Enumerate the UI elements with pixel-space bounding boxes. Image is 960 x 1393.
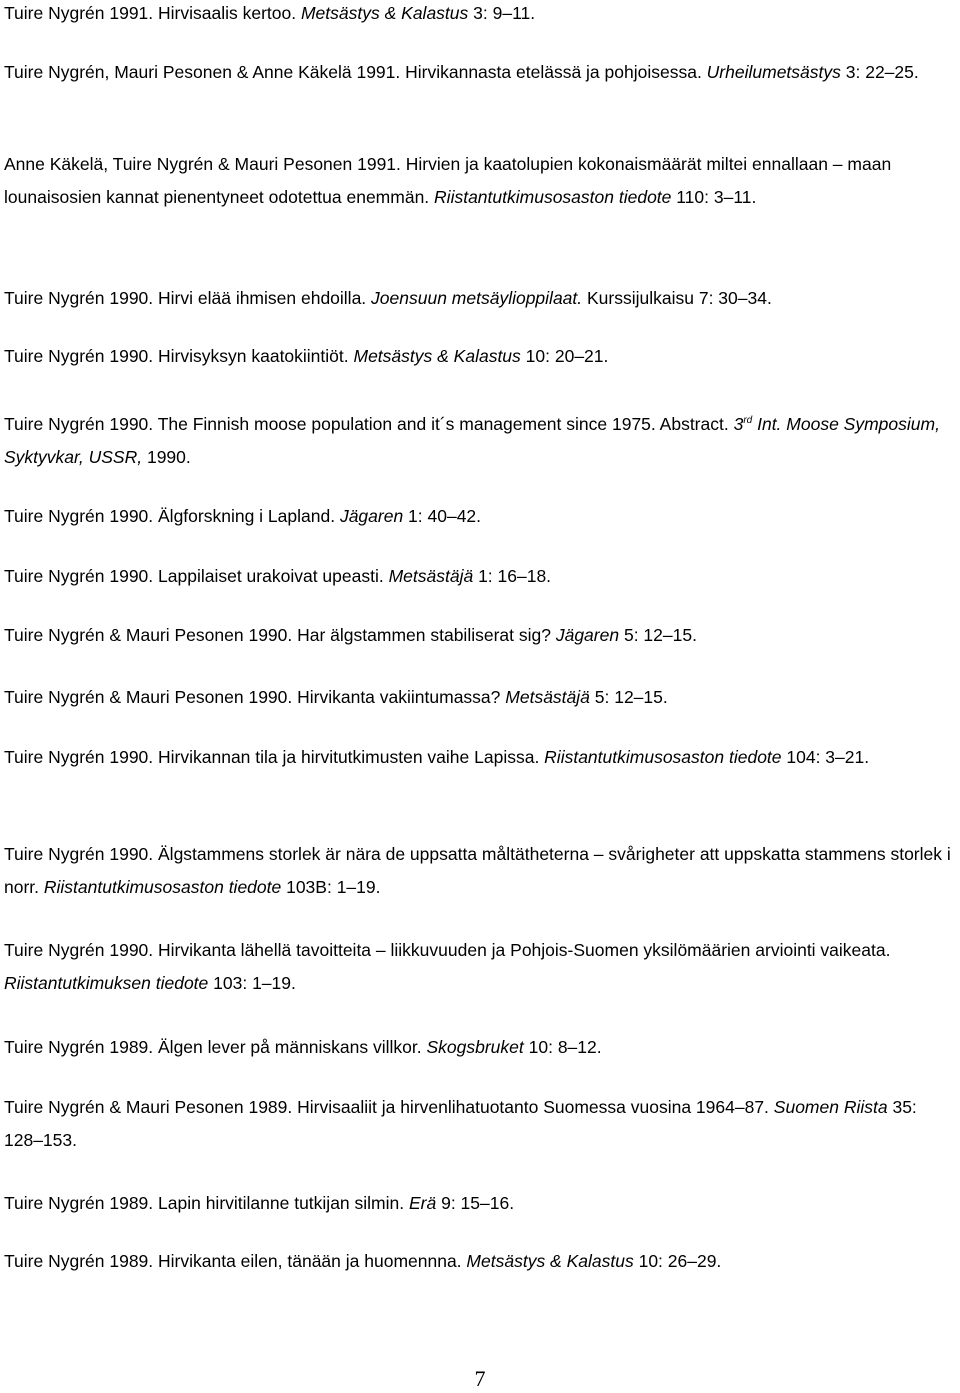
reference-text: Kurssijulkaisu 7: 30–34.	[582, 288, 772, 308]
reference-text: Tuire Nygrén 1989. Hirvikanta eilen, tänään ja huomennna.	[4, 1251, 467, 1271]
reference-text: 5: 12–15.	[619, 625, 697, 645]
reference-source: Riistantutkimusosaston tiedote	[544, 747, 782, 767]
reference-source: rd	[743, 415, 753, 427]
reference-entry	[4, 681, 954, 714]
reference-text: 1: 40–42.	[403, 506, 482, 526]
reference-entry	[4, 838, 954, 904]
reference-source: Metsästys & Kalastus	[466, 1251, 634, 1271]
reference-entry	[4, 148, 952, 214]
reference-entry	[4, 1031, 954, 1064]
reference-source: Metsästys & Kalastus	[353, 346, 521, 366]
reference-text: 10: 20–21.	[520, 346, 609, 366]
reference-text: Anne Käkelä, Tuire Nygrén & Mauri Pesonen 1991. Hirvien ja kaatolupien kokonaismäärät miltei ennallaan – maan lounaisosien kannat pienentyneet odotettua enemmän.	[4, 154, 897, 207]
reference-text: 5: 12–15.	[589, 687, 668, 707]
reference-entry	[4, 408, 949, 474]
reference-text: 3: 9–11.	[468, 3, 536, 23]
reference-text: 10: 8–12.	[523, 1037, 602, 1057]
reference-text: Tuire Nygrén 1990. Hirvi elää ihmisen ehdoilla.	[4, 288, 372, 308]
reference-entry	[4, 619, 954, 652]
reference-source: Metsästäjä	[505, 687, 590, 707]
reference-text: Tuire Nygrén 1990. Hirvikannan tila ja hirvitutkimusten vaihe Lapissa.	[4, 747, 545, 767]
reference-text: Tuire Nygrén 1990. Hirvisyksyn kaatokiintiöt.	[4, 346, 354, 366]
reference-text: 103B: 1–19.	[281, 877, 381, 897]
reference-text: Tuire Nygrén 1989. Lapin hirvitilanne tutkijan silmin.	[4, 1193, 409, 1213]
reference-text: Tuire Nygrén 1990. Älgstammens storlek är nära de uppsatta måltätheterna – svårigheter att uppskatta stammens storlek i norr.	[4, 844, 956, 897]
reference-entry	[4, 56, 954, 89]
reference-source: Joensuun metsäylioppilaat.	[371, 288, 583, 308]
reference-entry	[4, 500, 954, 533]
reference-entry	[4, 1091, 934, 1157]
reference-text: 35: 128–153.	[4, 1097, 922, 1150]
reference-text: Tuire Nygrén 1990. Hirvikanta lähellä tavoitteita – liikkuvuuden ja Pohjois-Suomen yksilömäärien arviointi vaikeata.	[4, 940, 896, 960]
reference-text: Tuire Nygrén & Mauri Pesonen 1990. Har älgstammen stabiliserat sig?	[4, 625, 556, 645]
reference-text: Tuire Nygrén & Mauri Pesonen 1990. Hirvikanta vakiintumassa?	[4, 687, 506, 707]
reference-text: 103: 1–19.	[208, 973, 296, 993]
reference-text: Tuire Nygrén & Mauri Pesonen 1989. Hirvisaaliit ja hirvenlihatuotanto Suomessa vuosina 1964–87.	[4, 1097, 774, 1117]
reference-entry	[4, 282, 954, 315]
reference-entry	[4, 0, 954, 30]
reference-text: Tuire Nygrén 1990. Lappilaiset urakoivat upeasti.	[4, 566, 389, 586]
reference-text: Tuire Nygrén 1990. Älgforskning i Lapland.	[4, 506, 340, 526]
reference-source: Jägaren	[555, 625, 620, 645]
reference-source: Int. Moose Symposium, Syktyvkar, USSR,	[4, 414, 945, 467]
reference-text: Tuire Nygrén 1990. The Finnish moose population and it´s management since 1975. Abstract.	[4, 414, 734, 434]
reference-text: 110: 3–11.	[671, 187, 757, 207]
reference-source: Metsästäjä	[388, 566, 474, 586]
reference-text: 10: 26–29.	[633, 1251, 722, 1271]
reference-text: 3: 22–25.	[840, 62, 919, 82]
reference-source: Skogsbruket	[426, 1037, 524, 1057]
page-number: 7	[474, 1366, 486, 1391]
reference-text: Tuire Nygrén 1989. Älgen lever på människans villkor.	[4, 1037, 427, 1057]
reference-entry	[4, 340, 954, 373]
reference-source: Riistantutkimuksen tiedote	[4, 973, 209, 993]
reference-text: 104: 3–21.	[781, 747, 870, 767]
reference-source: Metsästys & Kalastus	[300, 3, 469, 23]
reference-entry	[4, 741, 960, 774]
reference-text: 1: 16–18.	[473, 566, 552, 586]
reference-text: 9: 15–16.	[436, 1193, 515, 1213]
reference-entry	[4, 560, 954, 593]
reference-source: Jägaren	[339, 506, 404, 526]
reference-source: Riistantutkimusosaston tiedote	[434, 187, 672, 207]
reference-text: 1990.	[142, 447, 191, 467]
reference-entry	[4, 934, 954, 1000]
reference-source: Erä	[408, 1193, 437, 1213]
reference-text: Tuire Nygrén 1991. Hirvisaalis kertoo.	[4, 3, 301, 23]
reference-source: 3	[733, 414, 744, 434]
reference-entry	[4, 1187, 954, 1220]
reference-source: Urheilumetsästys	[706, 62, 841, 82]
reference-source: Riistantutkimusosaston tiedote	[43, 877, 282, 897]
reference-entry	[4, 1245, 954, 1278]
reference-source: Suomen Riista	[773, 1097, 888, 1117]
reference-text: Tuire Nygrén, Mauri Pesonen & Anne Käkelä 1991. Hirvikannasta etelässä ja pohjoisessa.	[4, 62, 707, 82]
